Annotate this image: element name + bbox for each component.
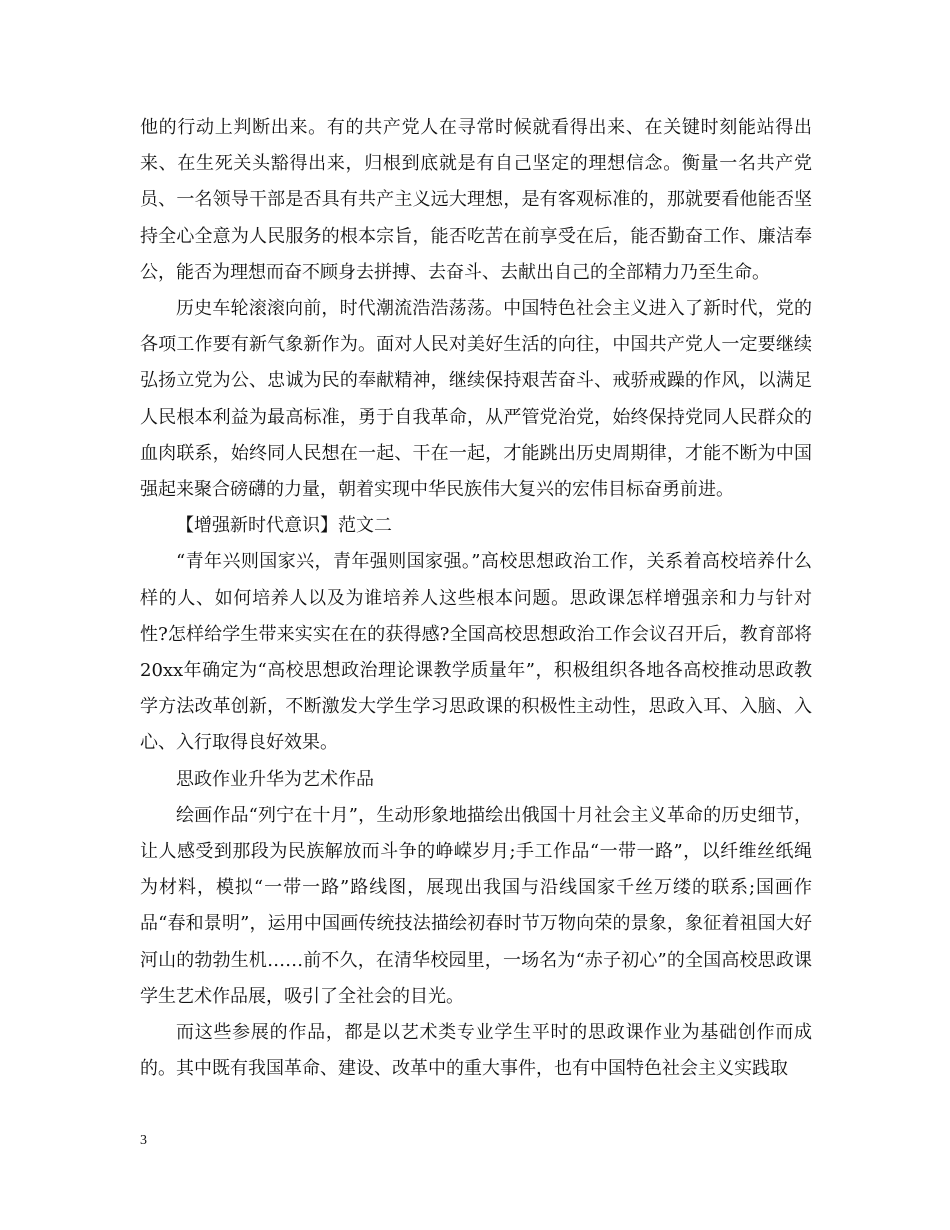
paragraph-youth: “青年兴则国家兴，青年强则国家强。”高校思想政治工作，关系着高校培养什么样的人、如何培养人以及为谁培养人这些根本问题。思政课怎样增强亲和力与针对性?怎样给学生带来实实在在的获得感?全国高校思想政治工作会议召开后，教育部将20xx年确定为“高校思想政治理论课教学质量年”，积极组织各地各高校推动思政教学方法改革创新，不断激发大学生学习思政课的积极性主动性，思政入耳、入脑、入心、入行取得良好效果。 xyxy=(140,551,812,754)
paragraph-history: 历史车轮滚滚向前，时代潮流浩浩荡荡。中国特色社会主义进入了新时代，党的各项工作要有新气象新作为。面对人民对美好生活的向往，中国共产党人一定要继续弘扬立党为公、忠诚为民的奉献精神，继续保持艰苦奋斗、戒骄戒躁的作风，以满足人民根本利益为最高标准，勇于自我革命，从严管党治党，始终保持党同人民群众的血肉联系，始终同人民想在一起、干在一起，才能跳出历史周期律，才能不断为中国强起来聚合磅礴的力量，朝着实现中华民族伟大复兴的宏伟目标奋勇前进。 xyxy=(140,298,812,501)
subheading-art-works: 思政作业升华为艺术作品 xyxy=(176,768,374,790)
document-body xyxy=(140,110,812,1087)
paragraph-artworks: 绘画作品“列宁在十月”，生动形象地描绘出俄国十月社会主义革命的历史细节，让人感受到那段为民族解放而斗争的峥嵘岁月;手工作品“一带一路”，以纤维丝纸绳为材料，模拟“一带一路”路线图，展现出我国与沿线国家千丝万缕的联系;国画作品“春和景明”，运用中国画传统技法描绘初春时节万物向荣的景象，象征着祖国大好河山的勃勃生机……前不久，在清华校园里，一场名为“赤子初心”的全国高校思政课学生艺术作品展，吸引了全社会的目光。 xyxy=(140,804,812,1007)
paragraph-continued: 他的行动上判断出来。有的共产党人在寻常时候就看得出来、在关键时刻能站得出来、在生死关头豁得出来，归根到底就是有自己坚定的理想信念。衡量一名共产党员、一名领导干部是否具有共产主义远大理想，是有客观标准的，那就要看他能否坚持全心全意为人民服务的根本宗旨，能否吃苦在前享受在后，能否勤奋工作、廉洁奉公，能否为理想而奋不顾身去拼搏、去奋斗、去献出自己的全部精力乃至生命。 xyxy=(140,117,812,283)
paragraph-exhibits: 而这些参展的作品，都是以艺术类专业学生平时的思政课作业为基础创作而成的。其中既有我国革命、建设、改革中的重大事件，也有中国特色社会主义实践取 xyxy=(140,1022,812,1080)
section-heading: 【增强新时代意识】范文二 xyxy=(176,515,392,537)
page-number: 3 xyxy=(140,1133,147,1148)
